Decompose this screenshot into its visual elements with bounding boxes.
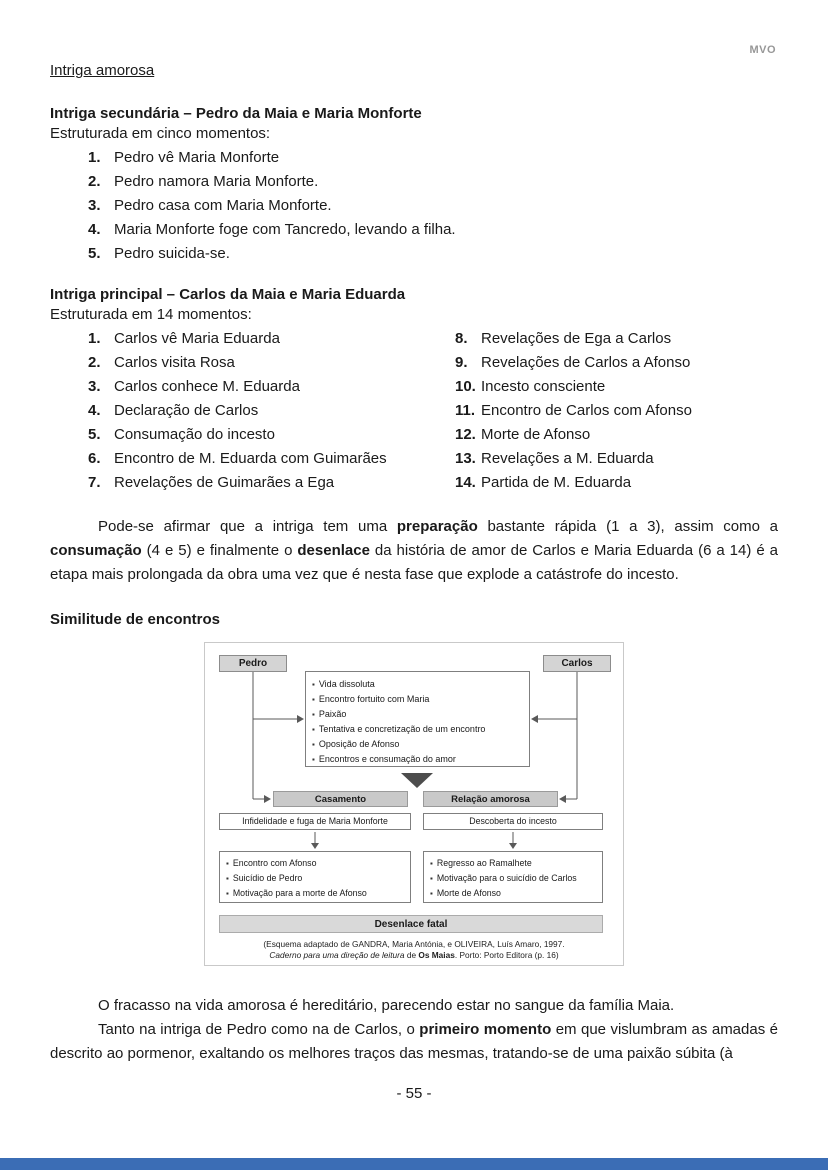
list-item-text: Pedro casa com Maria Monforte. (114, 197, 332, 214)
stage-item: ▪ Paixão (312, 707, 523, 722)
list-item-number: 8. (455, 330, 468, 347)
text-segment: Pode-se afirmar que a intriga tem uma (98, 518, 397, 535)
list-item (88, 399, 455, 423)
list-item-number: 5. (88, 245, 101, 262)
outcome-item: ▪ Motivação para o suicídio de Carlos (430, 871, 596, 886)
casamento-bar: Casamento (273, 791, 408, 807)
first-moment-paragraph (50, 1018, 778, 1066)
list-item (455, 447, 778, 471)
text-segment: bastante rápida (1 a 3), assim como a (477, 518, 778, 535)
list-item-text: Maria Monforte foge com Tancredo, levando a filha. (114, 221, 456, 238)
similitude-heading: Similitude de encontros (50, 611, 221, 628)
secondary-intrigue-list (50, 146, 778, 266)
principal-intrigue-columns (50, 327, 778, 495)
text-segment: Tanto na intriga de Pedro como na de Carlos, o (98, 1021, 420, 1038)
list-item-number: 11. (455, 402, 476, 419)
text-segment: em que vislumbram as amadas é descrito ao pormenor, exaltando os melhores traços das mesmas, tratando-se de uma paixão súbita (à (50, 1021, 778, 1062)
page-title: Intriga amorosa (50, 62, 155, 79)
list-item (88, 423, 455, 447)
list-item (88, 218, 778, 242)
list-item-number: 1. (88, 149, 101, 166)
text-segment: preparação (396, 518, 478, 535)
list-item (88, 471, 455, 495)
text-segment: . Porto: Porto Editora (p. 16) (454, 950, 559, 960)
list-item-number: 3. (88, 378, 101, 395)
diagram-caption (205, 939, 623, 961)
list-item (88, 170, 778, 194)
list-item-text: Pedro suicida-se. (114, 245, 230, 262)
list-item-text: Declaração de Carlos (114, 402, 259, 419)
list-item-number: 12. (455, 426, 476, 443)
stage-item: ▪ Encontro fortuito com Maria (312, 692, 523, 707)
list-item-text: Revelações de Ega a Carlos (481, 330, 672, 347)
list-item-number: 1. (88, 330, 101, 347)
principal-list-right (455, 327, 778, 495)
list-item (455, 471, 778, 495)
text-segment: (4 e 5) e finalmente o (141, 542, 298, 559)
encounters-diagram (204, 642, 624, 966)
shared-stages-box (305, 671, 530, 767)
relacao-amorosa-bar: Relação amorosa (423, 791, 558, 807)
list-item-text: Carlos vê Maria Eduarda (114, 330, 280, 347)
pedro-outcomes-box (219, 851, 411, 903)
principal-list-left (50, 327, 455, 495)
pedro-node: Pedro (219, 655, 287, 672)
watermark-initials: MVO (749, 44, 776, 56)
list-item-text: Revelações a M. Eduarda (481, 450, 654, 467)
text-segment: de (404, 950, 419, 960)
list-item-text: Revelações de Carlos a Afonso (481, 354, 691, 371)
list-item-number: 2. (88, 354, 101, 371)
text-segment: Caderno para uma direção de leitura (269, 950, 405, 960)
list-item-number: 2. (88, 173, 101, 190)
list-item-number: 14. (455, 474, 476, 491)
principal-intrigue-intro: Estruturada em 14 momentos: (50, 306, 252, 323)
page-number: - 55 - (396, 1085, 432, 1102)
text-segment: consumação (50, 542, 142, 559)
carlos-node: Carlos (543, 655, 611, 672)
outcome-item: ▪ Encontro com Afonso (226, 856, 404, 871)
stage-item: ▪ Tentativa e concretização de um encontro (312, 722, 523, 737)
carlos-outcomes-box (423, 851, 603, 903)
list-item-text: Encontro de Carlos com Afonso (481, 402, 692, 419)
caption-line-1: (Esquema adaptado de GANDRA, Maria Antónia, e OLIVEIRA, Luís Amaro, 1997. (263, 939, 565, 949)
list-item-text: Morte de Afonso (481, 426, 591, 443)
list-item (455, 423, 778, 447)
outcome-item: ▪ Motivação para a morte de Afonso (226, 886, 404, 901)
outcome-item: ▪ Regresso ao Ramalhete (430, 856, 596, 871)
list-item (88, 146, 778, 170)
stage-item: ▪ Oposição de Afonso (312, 737, 523, 752)
list-item (88, 351, 455, 375)
list-item-number: 13. (455, 450, 476, 467)
analysis-paragraph (50, 515, 778, 587)
desenlace-fatal-bar: Desenlace fatal (219, 915, 603, 933)
down-triangle-icon (401, 773, 433, 788)
list-item (88, 327, 455, 351)
list-item (88, 194, 778, 218)
outcome-item: ▪ Suicídio de Pedro (226, 871, 404, 886)
list-item-number: 5. (88, 426, 101, 443)
footer-accent-bar (0, 1158, 828, 1170)
text-segment: da história de amor de Carlos e Maria Eduarda (6 a 14) é a etapa mais prolongada da obra uma vez que é nesta fase que explode a catástrofe do incesto. (50, 542, 778, 583)
list-item-text: Incesto consciente (481, 378, 606, 395)
list-item (455, 327, 778, 351)
list-item-text: Pedro namora Maria Monforte. (114, 173, 319, 190)
outcome-item: ▪ Morte de Afonso (430, 886, 596, 901)
list-item (88, 242, 778, 266)
list-item-number: 4. (88, 221, 101, 238)
stage-item: ▪ Encontros e consumação do amor (312, 752, 523, 767)
list-item (88, 447, 455, 471)
list-item-text: Carlos visita Rosa (114, 354, 235, 371)
list-item-text: Pedro vê Maria Monforte (114, 149, 280, 166)
list-item-text: Revelações de Guimarães a Ega (114, 474, 335, 491)
list-item (455, 399, 778, 423)
text-segment: Os Maias (418, 950, 455, 960)
list-item-number: 9. (455, 354, 468, 371)
secondary-intrigue-heading: Intriga secundária – Pedro da Maia e Maria Monforte (50, 105, 422, 122)
text-segment: primeiro momento (419, 1021, 552, 1038)
list-item-number: 10. (455, 378, 476, 395)
list-item-text: Encontro de M. Eduarda com Guimarães (114, 450, 387, 467)
secondary-intrigue-intro: Estruturada em cinco momentos: (50, 125, 271, 142)
list-item (88, 375, 455, 399)
list-item-text: Partida de M. Eduarda (481, 474, 632, 491)
stage-item: ▪ Vida dissoluta (312, 677, 523, 692)
list-item-text: Carlos conhece M. Eduarda (114, 378, 300, 395)
list-item-number: 4. (88, 402, 101, 419)
list-item-number: 7. (88, 474, 101, 491)
infidelidade-box: Infidelidade e fuga de Maria Monforte (219, 813, 411, 830)
list-item-number: 3. (88, 197, 101, 214)
list-item (455, 351, 778, 375)
principal-intrigue-heading: Intriga principal – Carlos da Maia e Maria Eduarda (50, 286, 406, 303)
list-item-text: Consumação do incesto (114, 426, 275, 443)
list-item-number: 6. (88, 450, 101, 467)
heredity-paragraph: O fracasso na vida amorosa é hereditário, parecendo estar no sangue da família Maia. (98, 997, 675, 1014)
descoberta-box: Descoberta do incesto (423, 813, 603, 830)
text-segment: desenlace (297, 542, 370, 559)
caption-line-2 (205, 950, 623, 961)
list-item (455, 375, 778, 399)
